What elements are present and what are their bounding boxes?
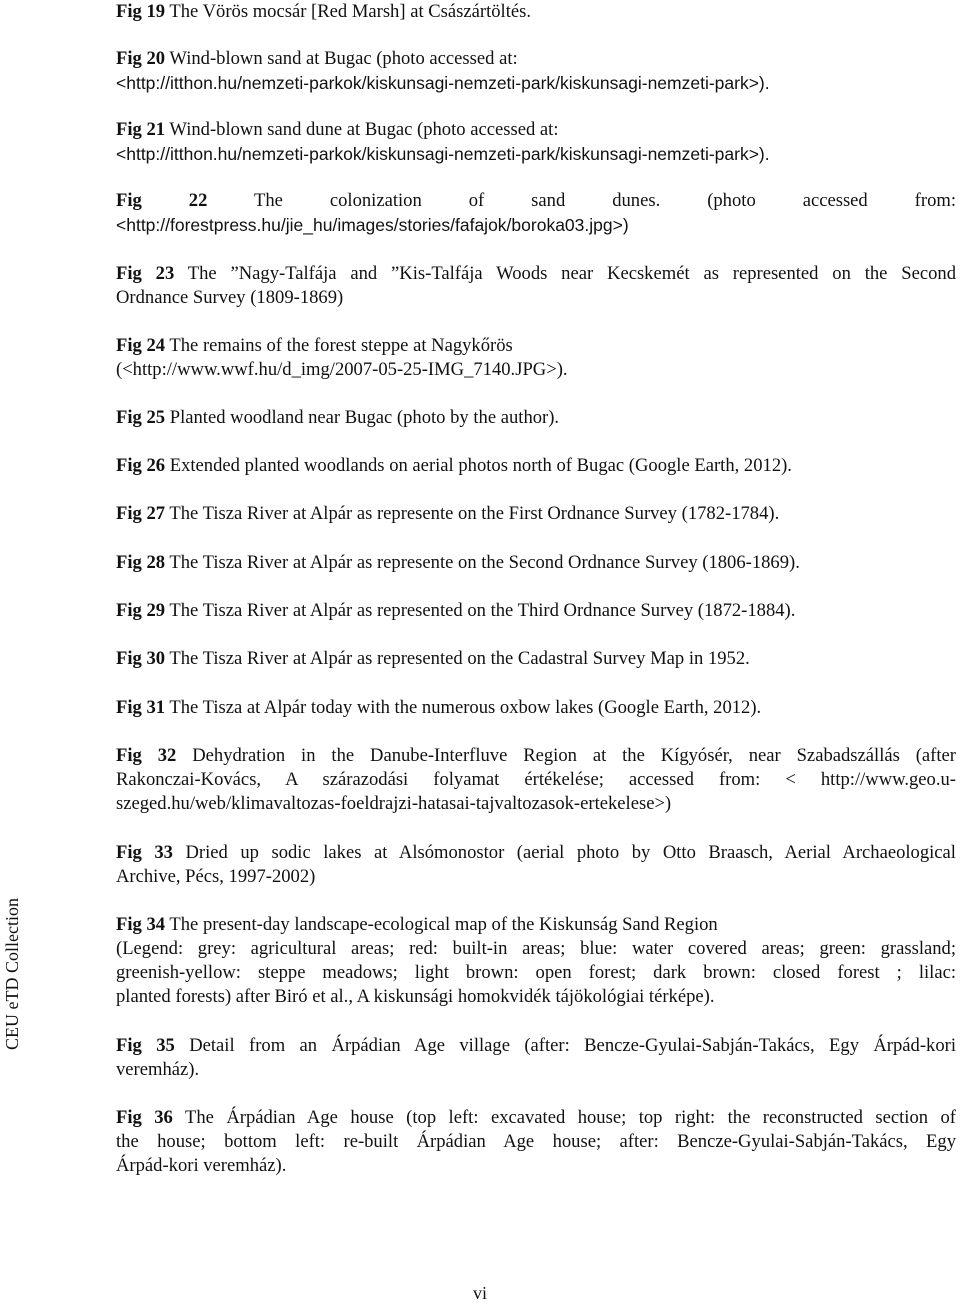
figure-caption-url: (<http://www.wwf.hu/d_img/2007-05-25-IMG_7140.JPG>). — [116, 359, 568, 380]
figure-number: Fig 32 — [116, 745, 177, 766]
figure-entry — [116, 913, 956, 1009]
figure-caption: The colonization of sand dunes. (photo accessed from: — [254, 190, 956, 211]
figure-number: Fig 35 — [116, 1035, 175, 1056]
figure-caption-line: greenish-yellow: steppe meadows; light brown: open forest; dark brown: closed forest ; lilac: — [116, 962, 956, 983]
figure-caption: Wind-blown sand at Bugac (photo accessed at: — [169, 48, 518, 69]
figure-caption-url: <http://forestpress.hu/jie_hu/images/stories/fafajok/boroka03.jpg>) — [116, 215, 629, 235]
figure-number: Fig 19 — [116, 1, 166, 22]
figure-caption: Detail from an Árpádian Age village (after: Bencze-Gyulai-Sabján-Takács, Egy Árpád-kori — [189, 1035, 956, 1056]
figure-caption: The Tisza River at Alpár as represente on the Second Ordnance Survey (1806-1869). — [169, 552, 800, 573]
page-number: vi — [472, 1283, 487, 1303]
figure-caption: Dehydration in the Danube-Interfluve Region at the Kígyósér, near Szabadszállás (after — [192, 745, 956, 766]
figure-caption: The remains of the forest steppe at Nagykőrös — [169, 335, 513, 356]
figure-caption: The ”Nagy-Talfája and ”Kis-Talfája Woods near Kecskemét as represented on the Second — [187, 263, 956, 284]
figure-caption: The Árpádian Age house (top left: excavated house; top right: the reconstructed section of — [184, 1107, 956, 1128]
figure-caption: Extended planted woodlands on aerial photos north of Bugac (Google Earth, 2012). — [169, 455, 792, 476]
figure-entry — [116, 189, 956, 237]
figure-number: Fig 33 — [116, 842, 173, 863]
figure-caption-line: Archive, Pécs, 1997-2002) — [116, 866, 316, 887]
figure-caption: The Tisza River at Alpár as represente on the First Ordnance Survey (1782-1784). — [169, 503, 780, 524]
figure-entry — [116, 1106, 956, 1178]
figure-caption-url: <http://itthon.hu/nemzeti-parkok/kiskunsagi-nemzeti-park/kiskunsagi-nemzeti-park>). — [116, 73, 770, 93]
figure-caption-line: Ordnance Survey (1809-1869) — [116, 287, 344, 308]
figure-number: Fig 30 — [116, 648, 166, 669]
figure-number: Fig 34 — [116, 914, 166, 935]
figure-entry — [116, 551, 956, 575]
figure-entry — [116, 118, 956, 166]
figure-caption: The Vörös mocsár [Red Marsh] at Császártöltés. — [169, 1, 532, 22]
figure-caption: The present-day landscape-ecological map of the Kiskunság Sand Region — [169, 914, 718, 935]
figure-entry — [116, 647, 956, 671]
figure-caption-url: <http://itthon.hu/nemzeti-parkok/kiskunsagi-nemzeti-park/kiskunsagi-nemzeti-park>). — [116, 144, 770, 164]
figure-number: Fig 23 — [116, 263, 175, 284]
figure-caption: The Tisza at Alpár today with the numerous oxbow lakes (Google Earth, 2012). — [169, 697, 762, 718]
figure-entry — [116, 696, 956, 720]
figure-entry — [116, 334, 956, 382]
figure-caption: The Tisza River at Alpár as represented on the Third Ordnance Survey (1872-1884). — [169, 600, 796, 621]
figure-entry — [116, 406, 956, 430]
figure-entry — [116, 47, 956, 95]
figure-number: Fig 28 — [116, 552, 166, 573]
collection-watermark: CEU eTD Collection — [2, 898, 22, 1050]
figure-number: Fig 26 — [116, 455, 166, 476]
figure-number: Fig 27 — [116, 503, 166, 524]
figure-entry — [116, 599, 956, 623]
figure-caption-line: veremház). — [116, 1059, 200, 1080]
figure-number: Fig 22 — [116, 190, 208, 211]
figure-caption-line: szeged.hu/web/klimavaltozas-foeldrajzi-hatasai-tajvaltozasok-ertekelese>) — [116, 793, 672, 814]
figure-caption: Wind-blown sand dune at Bugac (photo accessed at: — [169, 119, 559, 140]
figure-number: Fig 20 — [116, 48, 166, 69]
figure-number: Fig 24 — [116, 335, 166, 356]
figure-caption: The Tisza River at Alpár as represented on the Cadastral Survey Map in 1952. — [169, 648, 750, 669]
figure-entry — [116, 744, 956, 816]
figure-number: Fig 21 — [116, 119, 166, 140]
figure-entry — [116, 454, 956, 478]
figure-caption: Dried up sodic lakes at Alsómonostor (aerial photo by Otto Braasch, Aerial Archaeological — [185, 842, 956, 863]
figure-number: Fig 25 — [116, 407, 166, 428]
figure-caption-line: the house; bottom left: re-built Árpádian Age house; after: Bencze-Gyulai-Sabján-Takács, Egy — [116, 1131, 956, 1152]
figure-caption-line: Rakonczai-Kovács, A szárazodási folyamat értékelése; accessed from: < http://www.geo.u- — [116, 769, 956, 790]
figure-entry — [116, 0, 956, 24]
figure-caption-line: (Legend: grey: agricultural areas; red: built-in areas; blue: water covered areas; green: grassland; — [116, 938, 956, 959]
figure-entry — [116, 262, 956, 310]
figure-entry — [116, 502, 956, 526]
figure-caption-line: planted forests) after Biró et al., A kiskunsági homokvidék tájökológiai térképe). — [116, 986, 715, 1007]
figure-entry — [116, 1034, 956, 1082]
figure-number: Fig 31 — [116, 697, 166, 718]
figure-number: Fig 36 — [116, 1107, 173, 1128]
figure-entry — [116, 841, 956, 889]
figure-number: Fig 29 — [116, 600, 166, 621]
figure-caption: Planted woodland near Bugac (photo by the author). — [169, 407, 560, 428]
figure-caption-line: Árpád-kori veremház). — [116, 1155, 287, 1176]
